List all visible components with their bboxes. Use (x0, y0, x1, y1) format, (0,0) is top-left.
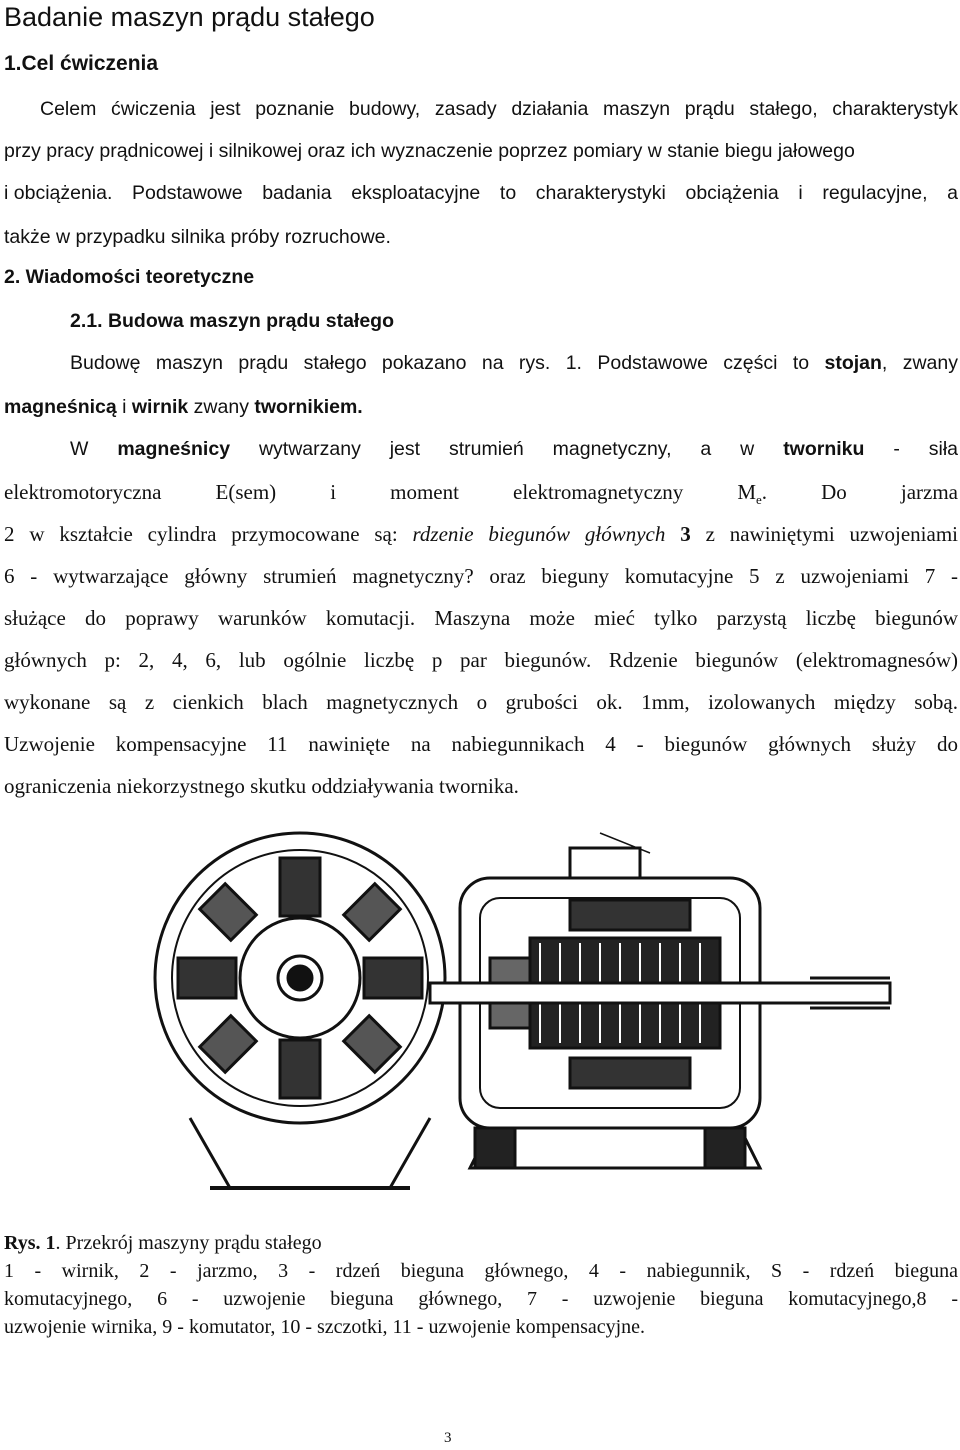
text-fragment (665, 522, 680, 546)
paragraph-line: Podstawowe badania eksploatacyjne to charakterystyki obciążenia i regulacyjne, a (132, 182, 958, 204)
paragraph-line: także w przypadku silnika próby rozruchowe. (4, 226, 391, 248)
stator-end-view (155, 833, 445, 1188)
text-fragment: elektromotoryczna E(sem) i moment elektromagnetyczny M (4, 480, 757, 504)
term-tworniku: tworniku (783, 438, 865, 460)
machine-side-section (430, 833, 890, 1168)
paragraph-line: wykonane są z cienkich blach magnetycznych o grubości ok. 1mm, izolowanych między sobą. (4, 690, 958, 714)
paragraph-line (70, 438, 958, 461)
paragraph-line (4, 522, 958, 547)
term-magnesnica: magneśnicą (4, 396, 117, 418)
term-rdzenie: rdzenie biegunów głównych (412, 522, 666, 546)
caption-text: . Przekrój maszyny prądu stałego (55, 1232, 322, 1254)
paragraph-line: ograniczenia niekorzystnego skutku oddziaływania twornika. (4, 774, 519, 798)
section-heading-theory: 2. Wiadomości teoretyczne (4, 266, 255, 288)
text-fragment: Budowę maszyn prądu stałego pokazano na rys. 1. Podstawowe części to (70, 352, 825, 374)
number-bold: 3 (680, 522, 691, 546)
text-fragment: 2 w kształcie cylindra przymocowane są: (4, 522, 413, 546)
subscript: e (756, 492, 762, 508)
term-wirnik: wirnik (131, 396, 189, 418)
text-fragment: W (70, 438, 118, 460)
paragraph-line (4, 564, 958, 589)
paragraph-line: głównych p: 2, 4, 6, lub ogólnie liczbę p par biegunów. Rdzenie biegunów (elektromagnesów) (4, 648, 958, 672)
figure-caption (4, 1232, 322, 1255)
paragraph-line (4, 182, 112, 205)
subsection-heading: 2.1. Budowa maszyn prądu stałego (70, 310, 394, 332)
page-number: 3 (444, 1430, 452, 1446)
paragraph-line (4, 480, 958, 508)
text-fragment: wytwarzany jest strumień magnetyczny, a w (230, 438, 784, 460)
text-fragment: zwany (188, 396, 255, 418)
paragraph-line (70, 352, 958, 375)
text-fragment: - siła (864, 438, 959, 460)
text-fragment: oraz bieguny komutacyjne 5 z uzwojeniami 7 - (473, 564, 958, 588)
dc-machine-drawing (130, 828, 920, 1220)
paragraph-line (4, 396, 363, 419)
paragraph-line: służące do poprawy warunków komutacji. Maszyna może mieć tylko parzystą liczbę biegunów (4, 606, 958, 630)
dc-machine-figure (130, 828, 920, 1220)
text-fragment: 6 - wytwarzające główny strumień magnetyczny (4, 564, 465, 588)
figure-legend-line: komutacyjnego, 6 - uzwojenie bieguna głównego, 7 - uzwojenie bieguna komutacyjnego,8 - (4, 1288, 958, 1310)
paragraph-line: przy pracy prądnicowej i silnikowej oraz ich wyznaczenie poprzez pomiary w stanie biegu jałowego (4, 140, 855, 162)
paragraph-line: Uzwojenie kompensacyjne 11 nawinięte na nabiegunnikach 4 - biegunów głównych służy do (4, 732, 958, 756)
term-twornik: twornikiem. (254, 396, 363, 418)
question-glyph: ? (464, 564, 474, 588)
text-fragment: . Do jarzma (761, 480, 958, 504)
text-fragment: , zwany (881, 352, 958, 374)
paragraph-fragment: i obciążenia. (4, 182, 113, 204)
term-magnesnicy: magneśnicy (117, 438, 231, 460)
term-stojan: stojan (824, 352, 882, 374)
figure-legend-line: 1 - wirnik, 2 - jarzmo, 3 - rdzeń bieguna głównego, 4 - nabiegunnik, S - rdzeń bieguna (4, 1260, 958, 1282)
caption-label: Rys. 1 (4, 1232, 56, 1254)
figure-legend-line: uzwojenie wirnika, 9 - komutator, 10 - szczotki, 11 - uzwojenie kompensacyjne. (4, 1316, 646, 1338)
paragraph-line: Celem ćwiczenia jest poznanie budowy, zasady działania maszyn prądu stałego, charakterystyk (40, 98, 958, 120)
section-heading-goal: 1.Cel ćwiczenia (4, 52, 159, 75)
document-title: Badanie maszyn prądu stałego (4, 2, 375, 32)
text-fragment: z nawiniętymi uzwojeniami (690, 522, 958, 546)
text-fragment: i (116, 396, 132, 418)
